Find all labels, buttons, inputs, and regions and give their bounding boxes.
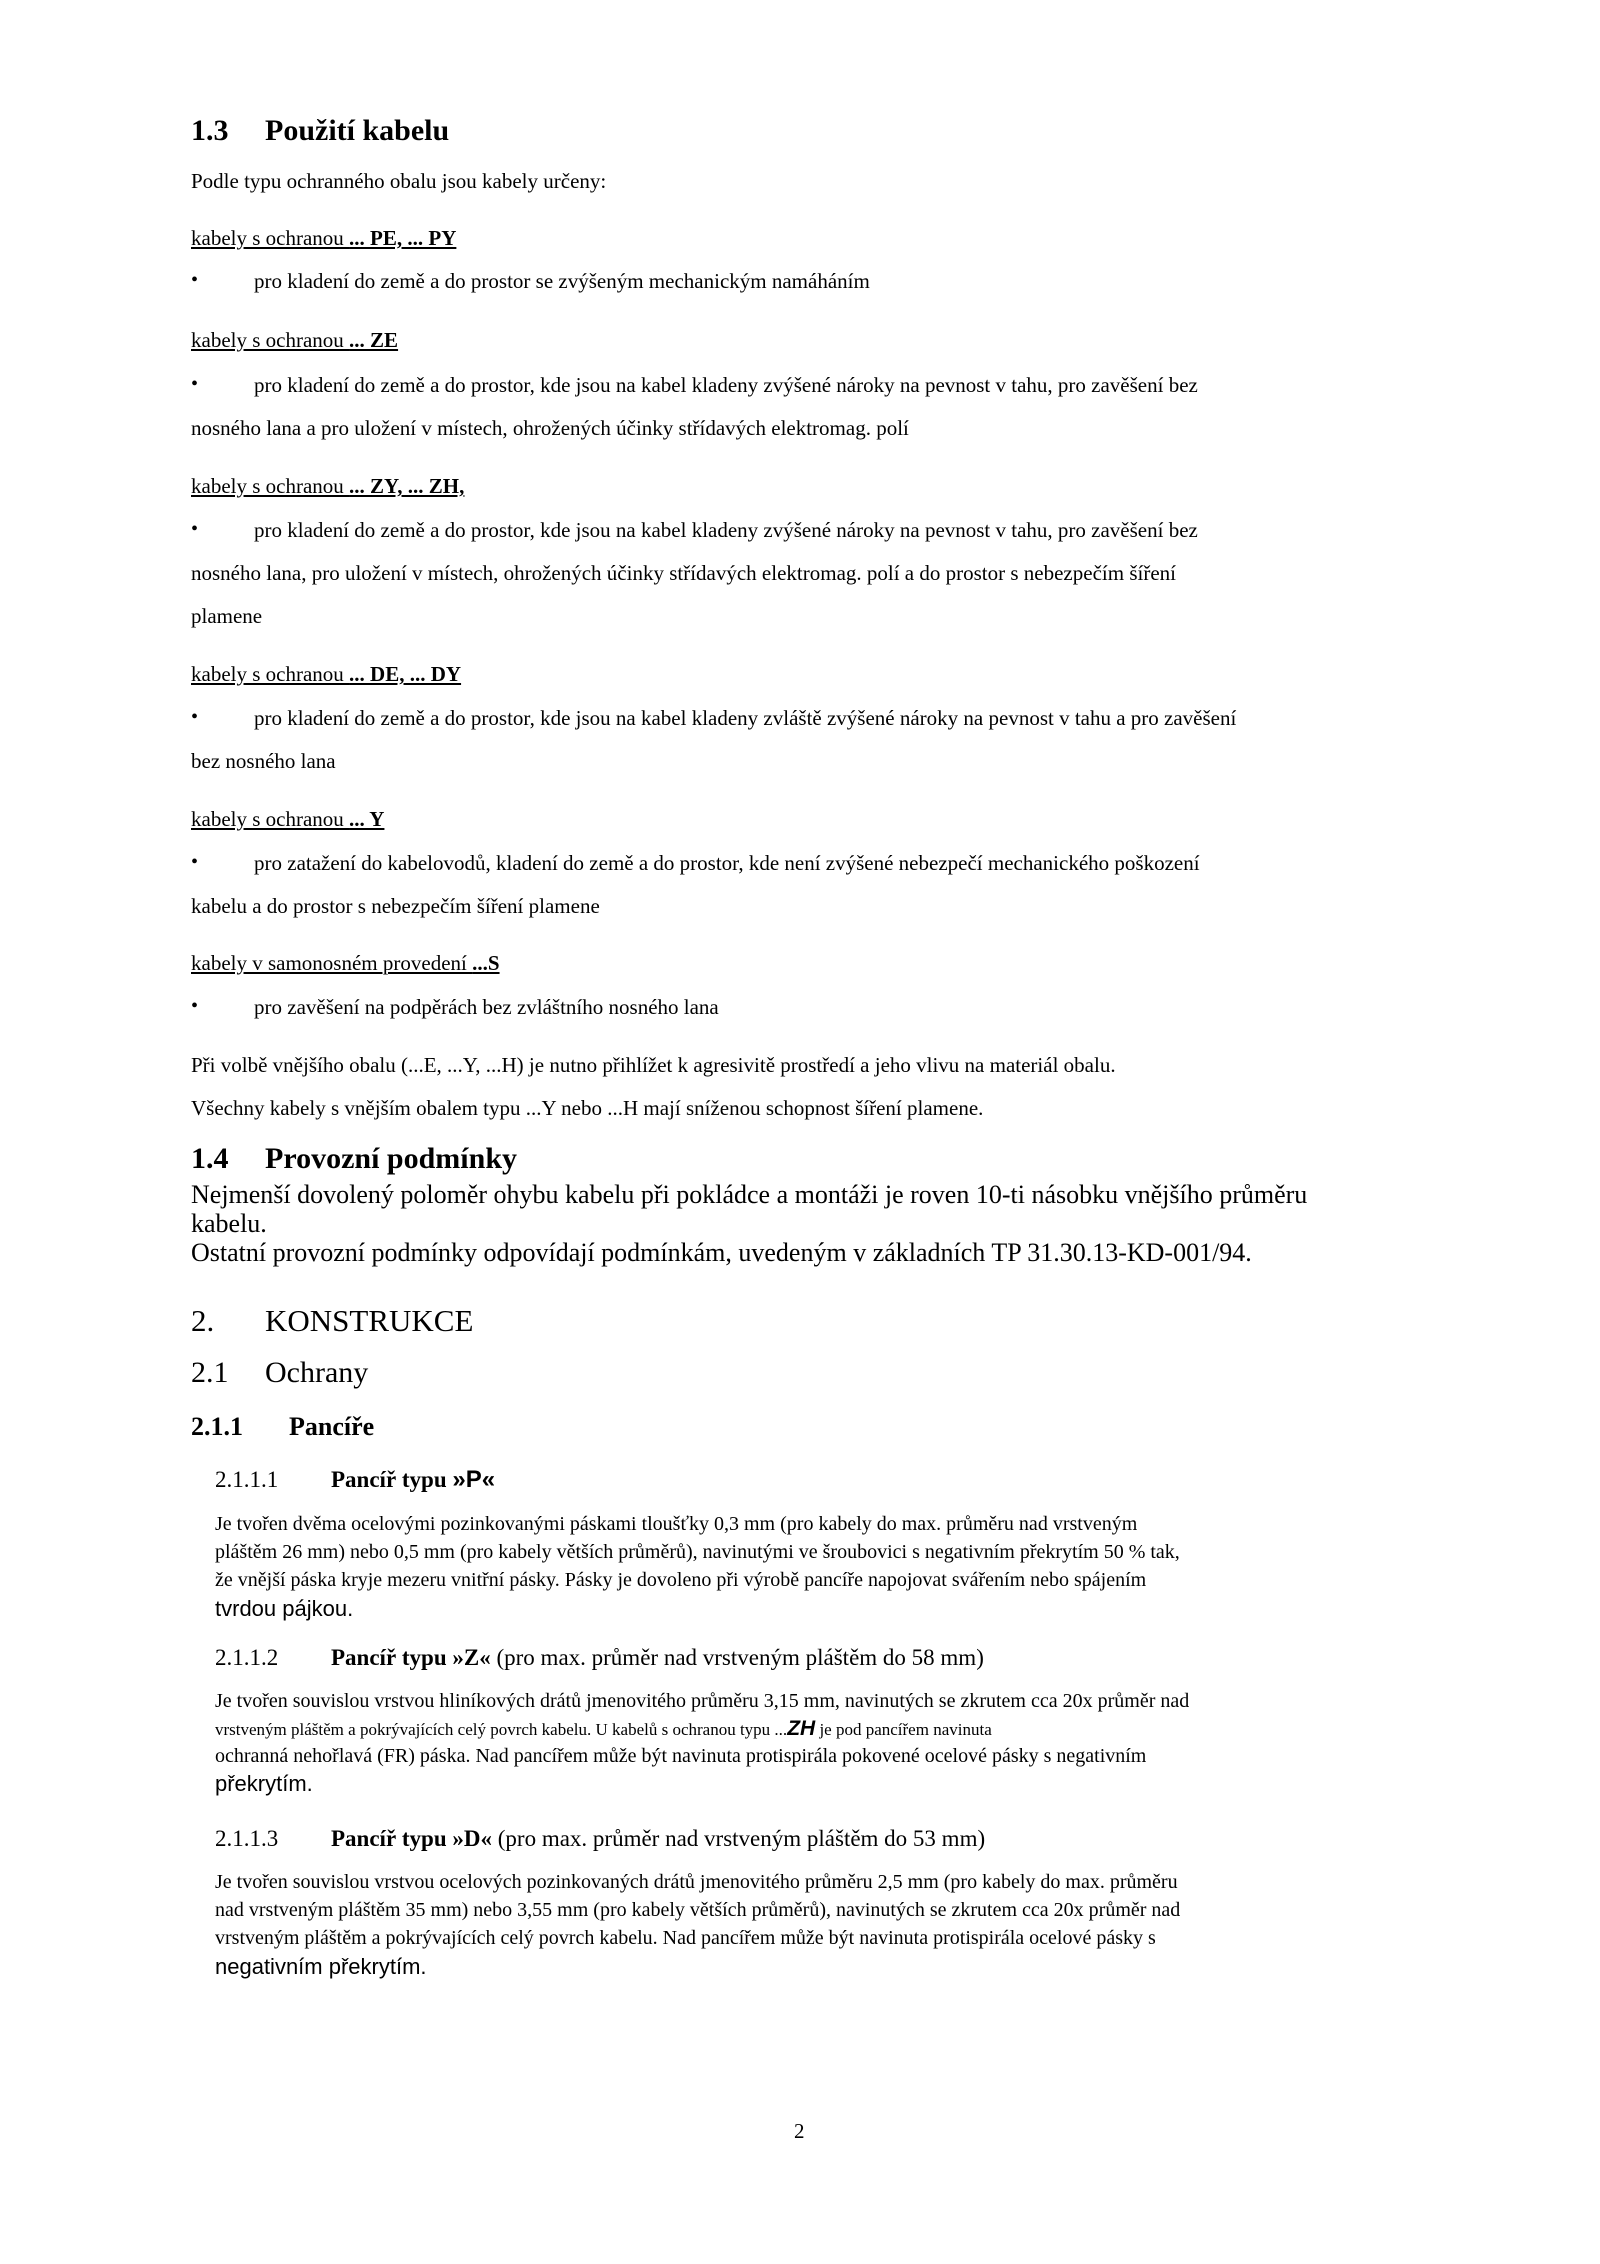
bullet-continuation: nosného lana, pro uložení v místech, ohrožených účinky střídavých elektromag. polí a do prostor s nebezpečím šíření xyxy=(191,561,1176,585)
section-title: Provozní podmínky xyxy=(265,1142,517,1175)
bullet-item: • pro kladení do země a do prostor se zvýšeným mechanickým namáháním xyxy=(191,269,870,293)
paragraph-title-note: (pro max. průměr nad vrstveným pláštěm do 53 mm) xyxy=(492,1826,986,1851)
cable-category-label: kabely s ochranou ... ZE xyxy=(191,328,399,352)
paragraph-title: Pancíř typu xyxy=(331,1467,453,1492)
bullet-continuation: bez nosného lana xyxy=(191,749,336,773)
cable-category-label: kabely s ochranou ... Y xyxy=(191,807,385,831)
body-text: pláštěm 26 mm) nebo 0,5 mm (pro kabely větších průměrů), navinutými ve šroubovici s negativním překrytím 50 % tak, xyxy=(215,1541,1180,1563)
section-title: Ochrany xyxy=(265,1356,369,1389)
bullet-continuation: plamene xyxy=(191,604,263,628)
body-text: Ostatní provozní podmínky odpovídají podmínkám, uvedeným v základních TP 31.30.13-KD-001/94. xyxy=(191,1238,1252,1267)
bullet-item: • pro kladení do země a do prostor, kde jsou na kabel kladeny zvýšené nároky na pevnost v tahu, pro zavěšení bez xyxy=(191,518,1198,542)
subsection-2-1-1-heading xyxy=(191,1412,374,1442)
bullet-icon: • xyxy=(191,373,199,395)
cable-category-label: kabely s ochranou ... DE, ... DY xyxy=(191,662,462,686)
bullet-item: • pro kladení do země a do prostor, kde jsou na kabel kladeny zvýšené nároky na pevnost v tahu, pro zavěšení bez xyxy=(191,373,1198,397)
bullet-icon: • xyxy=(191,518,199,540)
note-text: Při volbě vnějšího obalu (...E, ...Y, ...H) je nutno přihlížet k agresivitě prostředí a jeho vlivu na materiál obalu. xyxy=(191,1053,1116,1077)
body-text: kabelu. xyxy=(191,1209,267,1238)
bullet-continuation: nosného lana a pro uložení v místech, ohrožených účinky střídavých elektromag. polí xyxy=(191,416,909,440)
chapter-number: 2. xyxy=(191,1303,215,1338)
section-2-1-heading xyxy=(191,1356,368,1390)
paragraph-number: 2.1.1.2 xyxy=(215,1645,279,1670)
paragraph-number: 2.1.1.1 xyxy=(215,1467,279,1492)
section-1-4-heading xyxy=(191,1142,517,1176)
section-1-3-heading xyxy=(191,114,449,148)
intro-text: Podle typu ochranného obalu jsou kabely určeny: xyxy=(191,169,607,193)
section-title: Použití kabelu xyxy=(265,114,450,147)
body-text: vrstveným pláštěm a pokrývajících celý povrch kabelu. Nad pancířem může být navinuta protispirála ocelové pásky s xyxy=(215,1927,1156,1949)
armor-type: »P« xyxy=(452,1466,496,1493)
body-text: překrytím. xyxy=(215,1771,313,1796)
subsection-title: Pancíře xyxy=(289,1412,375,1441)
body-text: negativním překrytím. xyxy=(215,1954,427,1979)
section-number: 1.3 xyxy=(191,114,229,147)
paragraph-2-1-1-3-heading xyxy=(215,1826,985,1852)
body-text: že vnější páska kryje mezeru vnitřní pásky. Pásky je dovoleno při výrobě pancíře napojovat svářením nebo spájením xyxy=(215,1569,1147,1591)
body-text: tvrdou pájkou. xyxy=(215,1596,354,1621)
body-text: ochranná nehořlavá (FR) páska. Nad pancířem může být navinuta protispirála pokovené ocelové pásky s negativním xyxy=(215,1745,1147,1767)
bullet-item: • pro zatažení do kabelovodů, kladení do země a do prostor, kde není zvýšené nebezpečí mechanického poškození xyxy=(191,851,1200,875)
bullet-item: • pro kladení do země a do prostor, kde jsou na kabel kladeny zvláště zvýšené nároky na pevnost v tahu a pro zavěšení xyxy=(191,706,1237,730)
paragraph-title: Pancíř typu »D« xyxy=(331,1826,492,1851)
paragraph-number: 2.1.1.3 xyxy=(215,1826,279,1851)
section-number: 2.1 xyxy=(191,1356,229,1389)
bullet-item: • pro zavěšení na podpěrách bez zvláštního nosného lana xyxy=(191,995,719,1019)
bullet-icon: • xyxy=(191,851,199,873)
page-number: 2 xyxy=(794,2119,805,2143)
body-text: nad vrstveným pláštěm 35 mm) nebo 3,55 mm (pro kabely větších průměrů), navinutých se zkrutem cca 20x průměr nad xyxy=(215,1899,1181,1921)
subsection-number: 2.1.1 xyxy=(191,1412,243,1441)
body-text: Je tvořen souvislou vrstvou ocelových pozinkovaných drátů jmenovitého průměru 2,5 mm (pro kabely do max. průměru xyxy=(215,1871,1178,1893)
cable-category-label: kabely v samonosném provedení ...S xyxy=(191,951,500,975)
section-number: 1.4 xyxy=(191,1142,229,1175)
bullet-icon: • xyxy=(191,269,199,291)
paragraph-2-1-1-1-heading xyxy=(215,1466,495,1494)
cable-category-label: kabely s ochranou ... PE, ... PY xyxy=(191,226,457,250)
body-text: vrstveným pláštěm a pokrývajících celý povrch kabelu. U kabelů s ochranou typu ...ZH je pod pancířem navinuta xyxy=(215,1717,992,1740)
body-text: Je tvořen dvěma ocelovými pozinkovanými páskami tloušťky 0,3 mm (pro kabely do max. průměru nad vrstveným xyxy=(215,1513,1138,1535)
paragraph-title-note: (pro max. průměr nad vrstveným pláštěm do 58 mm) xyxy=(490,1645,984,1670)
chapter-heading xyxy=(191,1303,473,1339)
note-text: Všechny kabely s vnějším obalem typu ...Y nebo ...H mají sníženou schopnost šíření plamene. xyxy=(191,1096,984,1120)
chapter-title: KONSTRUKCE xyxy=(265,1303,474,1338)
bullet-continuation: kabelu a do prostor s nebezpečím šíření plamene xyxy=(191,894,600,918)
bullet-icon: • xyxy=(191,706,199,728)
bullet-icon: • xyxy=(191,995,199,1017)
body-text: Nejmenší dovolený poloměr ohybu kabelu při pokládce a montáži je roven 10-ti násobku vnějšího průměru xyxy=(191,1180,1308,1209)
paragraph-2-1-1-2-heading xyxy=(215,1645,984,1671)
cable-category-label: kabely s ochranou ... ZY, ... ZH, xyxy=(191,474,465,498)
paragraph-title: Pancíř typu »Z« xyxy=(331,1645,491,1670)
body-text: Je tvořen souvislou vrstvou hliníkových drátů jmenovitého průměru 3,15 mm, navinutých se zkrutem cca 20x průměr nad xyxy=(215,1690,1190,1712)
